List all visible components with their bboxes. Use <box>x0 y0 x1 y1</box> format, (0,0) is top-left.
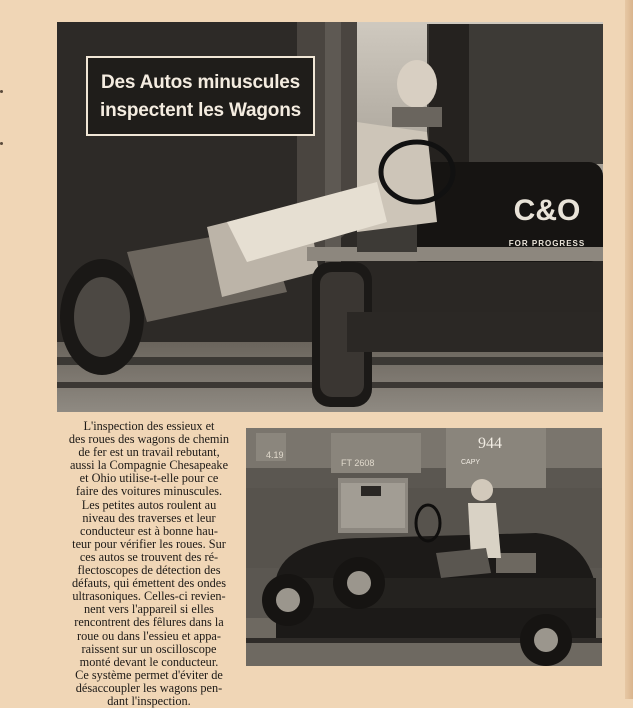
car-capy-text: CAPY <box>461 459 481 466</box>
article-line: désaccoupler les wagons pen- <box>75 680 223 695</box>
article-line: ultrasoniques. Celles-ci revien- <box>72 589 226 604</box>
headline-line-1: Des Autos minuscules <box>100 72 301 93</box>
article-line: ces autos se trouvent des ré- <box>79 549 219 564</box>
article-line: Les petites autos roulent au <box>81 497 217 512</box>
article-line: défauts, qui émettent des ondes <box>71 576 226 591</box>
article-line: dant l'inspection. <box>107 693 191 708</box>
article-line: niveau des traverses et leur <box>82 510 216 525</box>
photo-inspection-car-on-track-image <box>246 428 602 666</box>
article-line: L'inspection des essieux et <box>83 419 215 433</box>
article-line: monté devant le conducteur. <box>79 654 219 669</box>
page-edge <box>625 0 633 699</box>
article-line: faire des voitures minuscules. <box>75 484 223 499</box>
article-line: de fer est un travail rebutant, <box>78 445 220 460</box>
article-line: Ce système permet d'éviter de <box>75 667 223 682</box>
car-logo: C&O <box>513 194 581 227</box>
article-line: et Ohio utilise-t-elle pour ce <box>79 471 219 486</box>
article-line: aussi la Compagnie Chesapeake <box>69 458 229 473</box>
article-line: roue ou dans l'essieu et appa- <box>77 628 221 643</box>
headline-box <box>86 56 315 136</box>
car-number-right: 944 <box>478 435 502 452</box>
article-line: teur pour vérifier les roues. Sur <box>72 536 226 551</box>
margin-mark <box>0 90 3 93</box>
article-line: raissent sur un oscilloscope <box>81 641 217 656</box>
photo-inspection-car-on-track <box>246 428 602 666</box>
margin-mark <box>0 142 3 145</box>
car-number-mid: FT 2608 <box>341 458 375 468</box>
article-line: rencontrent des fêlures dans la <box>74 615 224 630</box>
article-line: flectoscopes de détection des <box>77 563 221 578</box>
article-line: conducteur est à bonne hau- <box>80 523 218 538</box>
article-line: des roues des wagons de chemin <box>68 432 230 447</box>
article-body <box>60 420 238 708</box>
car-logo-slogan: FOR PROGRESS <box>508 239 586 248</box>
article-line: nent vers l'appareil si elles <box>84 602 214 617</box>
car-number-left: 4.19 <box>266 450 284 460</box>
headline-line-2: inspectent les Wagons <box>100 100 301 121</box>
